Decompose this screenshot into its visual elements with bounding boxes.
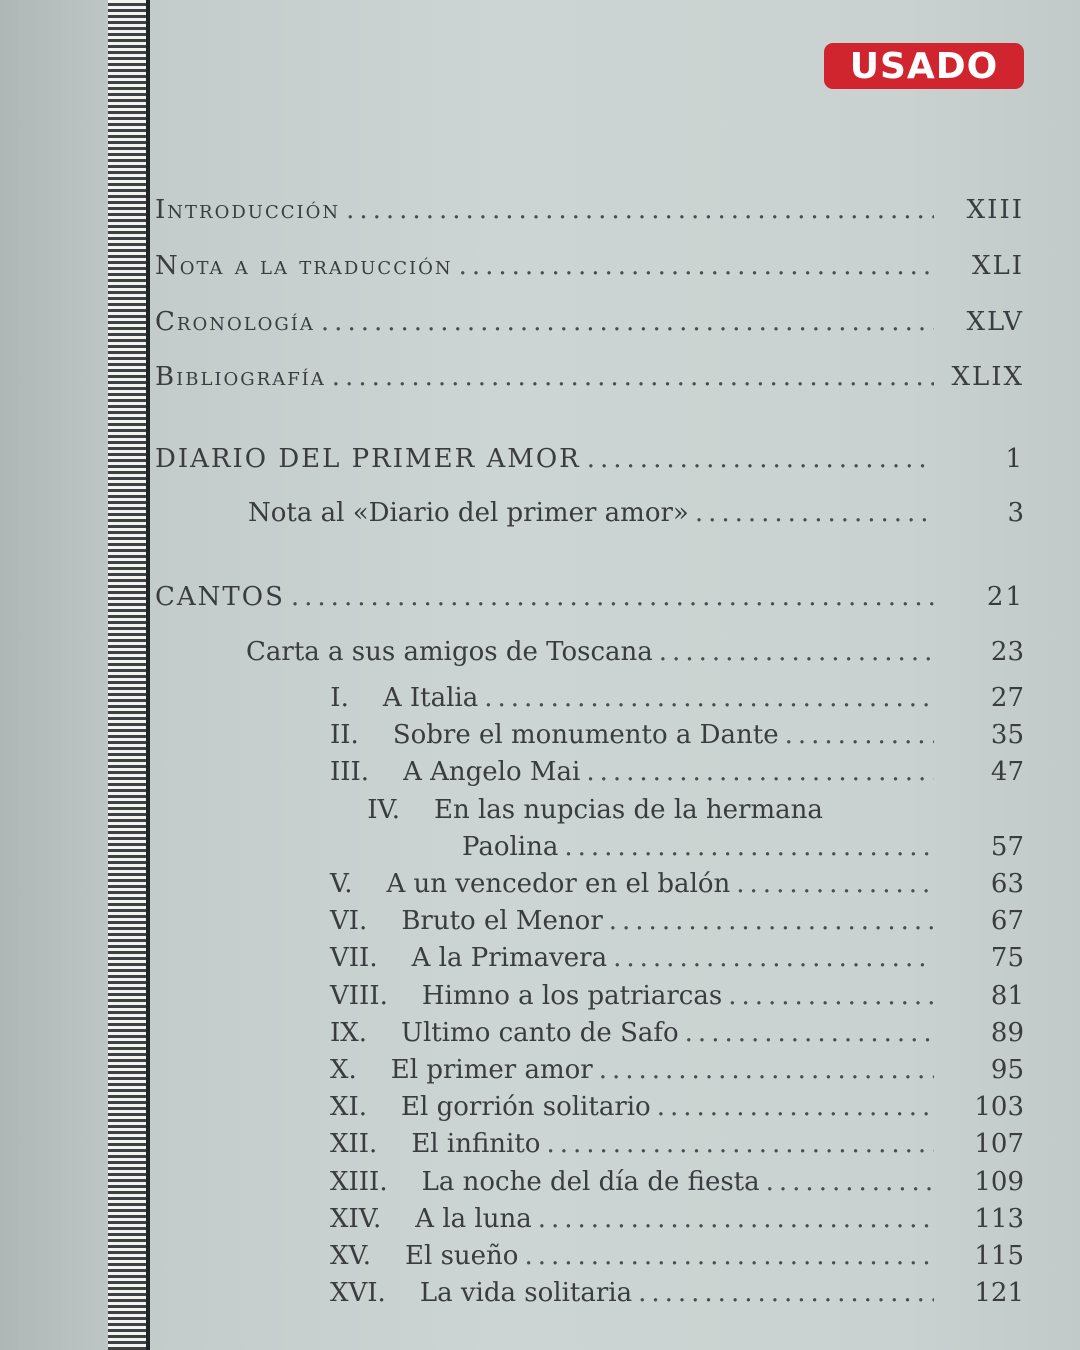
toc-entry-cronologia[interactable]	[155, 307, 1024, 341]
toc-entry-nota-diario[interactable]	[248, 498, 1024, 532]
poem-title: A un vencedor en el balón	[386, 869, 731, 899]
poem-number: II.	[330, 720, 359, 751]
poem-title: La vida solitaria	[419, 1278, 633, 1309]
section-title: DIARIO DEL PRIMER AMOR	[155, 444, 581, 474]
entry-title: Carta a sus amigos de Toscana	[246, 637, 653, 667]
toc-entry-poem[interactable]	[330, 1241, 1024, 1275]
toc-entry-poem[interactable]	[330, 1017, 1024, 1052]
poem-number: VI.	[330, 906, 368, 937]
poem-number: V.	[330, 869, 353, 899]
poem-number: XIII.	[330, 1166, 388, 1197]
poem-number: XVI.	[330, 1278, 386, 1309]
poem-title: La noche del día de fiesta	[421, 1166, 760, 1197]
leader-dots	[609, 906, 934, 936]
poem-number: IX.	[330, 1017, 368, 1048]
spiral-binding	[108, 0, 150, 1350]
toc-entry-nota-traduccion[interactable]	[155, 251, 1024, 285]
entry-page: XLIX	[951, 362, 1024, 392]
toc-entry-poem[interactable]	[330, 1092, 1024, 1126]
toc-entry-poem[interactable]	[330, 1203, 1024, 1238]
poem-title: Ultimo canto de Safo	[401, 1017, 679, 1048]
poem-number: IV.	[367, 794, 400, 825]
toc-entry-poem[interactable]	[330, 980, 1024, 1015]
poem-title-continued: Paolina	[462, 831, 559, 862]
toc-entry-introduccion[interactable]	[155, 195, 1024, 229]
poem-title: El sueño	[405, 1241, 519, 1271]
toc-entry-poem[interactable]	[330, 795, 940, 829]
poem-title: El gorrión solitario	[401, 1092, 651, 1123]
poem-title: A Italia	[382, 683, 479, 713]
leader-dots	[291, 582, 934, 612]
leader-dots	[685, 1018, 934, 1048]
entry-page: 3	[1007, 498, 1024, 528]
leader-dots	[524, 1241, 934, 1271]
leader-dots	[484, 683, 934, 713]
toc-entry-poem[interactable]	[330, 943, 1024, 977]
entry-page: 107	[974, 1129, 1024, 1160]
leader-dots	[564, 832, 934, 862]
leader-dots	[346, 195, 934, 225]
poem-title: Himno a los patriarcas	[421, 980, 723, 1011]
toc-entry-poem[interactable]	[330, 1166, 1024, 1201]
entry-page: 95	[990, 1055, 1024, 1085]
entry-page: 27	[990, 683, 1024, 713]
poem-number: XV.	[330, 1241, 372, 1271]
poem-title: El primer amor	[390, 1055, 593, 1085]
entry-page: 75	[990, 943, 1024, 974]
poem-number: III.	[330, 757, 370, 788]
poem-title: En las nupcias de la hermana	[434, 794, 823, 825]
poem-number: VIII.	[330, 980, 388, 1011]
leader-dots	[538, 1204, 934, 1234]
entry-page: 121	[974, 1278, 1024, 1309]
poem-number: XII.	[330, 1129, 378, 1160]
entry-page: 67	[990, 906, 1024, 937]
leader-dots	[332, 362, 934, 392]
poem-number: XI.	[330, 1092, 368, 1123]
leader-dots	[459, 251, 934, 281]
leader-dots	[728, 981, 934, 1011]
toc-entry-poem[interactable]	[330, 1278, 1024, 1312]
entry-page: 89	[990, 1017, 1024, 1048]
entry-page: 63	[990, 869, 1024, 899]
entry-page: 113	[974, 1203, 1024, 1234]
leader-dots	[586, 757, 934, 787]
leader-dots	[587, 444, 934, 474]
entry-page: 35	[990, 720, 1024, 751]
used-badge: USADO	[824, 43, 1024, 89]
entry-page: XLV	[966, 307, 1024, 337]
entry-page: 47	[990, 757, 1024, 788]
poem-title: El infinito	[411, 1129, 541, 1160]
entry-page: 81	[990, 980, 1024, 1011]
leader-dots	[546, 1129, 934, 1159]
leader-dots	[321, 307, 934, 337]
entry-page: 57	[990, 831, 1024, 862]
entry-page: 109	[974, 1166, 1024, 1197]
entry-title: Bibliografía	[155, 362, 326, 392]
poem-number: X.	[330, 1055, 357, 1085]
toc-entry-cantos[interactable]	[155, 582, 1024, 616]
leader-dots	[766, 1167, 934, 1197]
leader-dots	[736, 869, 934, 899]
toc-entry-carta[interactable]	[246, 637, 1024, 671]
toc-entry-poem[interactable]	[330, 757, 1024, 791]
toc-entry-diario[interactable]	[155, 444, 1024, 478]
leader-dots	[695, 498, 934, 528]
poem-title: A la Primavera	[411, 943, 608, 974]
leader-dots	[657, 1092, 934, 1122]
leader-dots	[638, 1278, 934, 1308]
leader-dots	[599, 1055, 934, 1085]
entry-title: Introducción	[155, 195, 341, 225]
entry-title: Nota a la traducción	[155, 251, 453, 281]
poem-number: VII.	[330, 943, 378, 974]
leader-dots	[613, 943, 934, 973]
section-title: CANTOS	[155, 582, 285, 612]
toc-entry-bibliografia[interactable]	[155, 362, 1024, 396]
toc-entry-poem[interactable]	[330, 720, 1024, 754]
poem-title: A Angelo Mai	[403, 757, 581, 788]
poem-number: XIV.	[330, 1203, 382, 1234]
entry-page: 115	[974, 1241, 1024, 1271]
entry-page: XIII	[966, 195, 1024, 225]
leader-dots	[785, 720, 934, 750]
toc-entry-poem[interactable]	[330, 906, 1024, 940]
toc-entry-poem-continuation[interactable]	[462, 831, 1024, 866]
entry-page: 103	[974, 1092, 1024, 1123]
poem-title: Bruto el Menor	[401, 906, 603, 937]
toc-entry-poem[interactable]	[330, 1055, 1024, 1089]
entry-title: Cronología	[155, 307, 315, 337]
leader-dots	[659, 637, 934, 667]
poem-number: I.	[330, 683, 349, 713]
entry-page: 21	[986, 582, 1024, 612]
toc-entry-poem[interactable]	[330, 1129, 1024, 1163]
poem-title: Sobre el monumento a Dante	[392, 720, 779, 751]
entry-title: Nota al «Diario del primer amor»	[248, 498, 689, 528]
entry-page: XLI	[971, 251, 1024, 281]
entry-page: 23	[990, 637, 1024, 667]
toc-entry-poem[interactable]	[330, 683, 1024, 717]
poem-title: A la luna	[415, 1203, 532, 1234]
entry-page: 1	[1005, 444, 1024, 474]
toc-entry-poem[interactable]	[330, 869, 1024, 903]
